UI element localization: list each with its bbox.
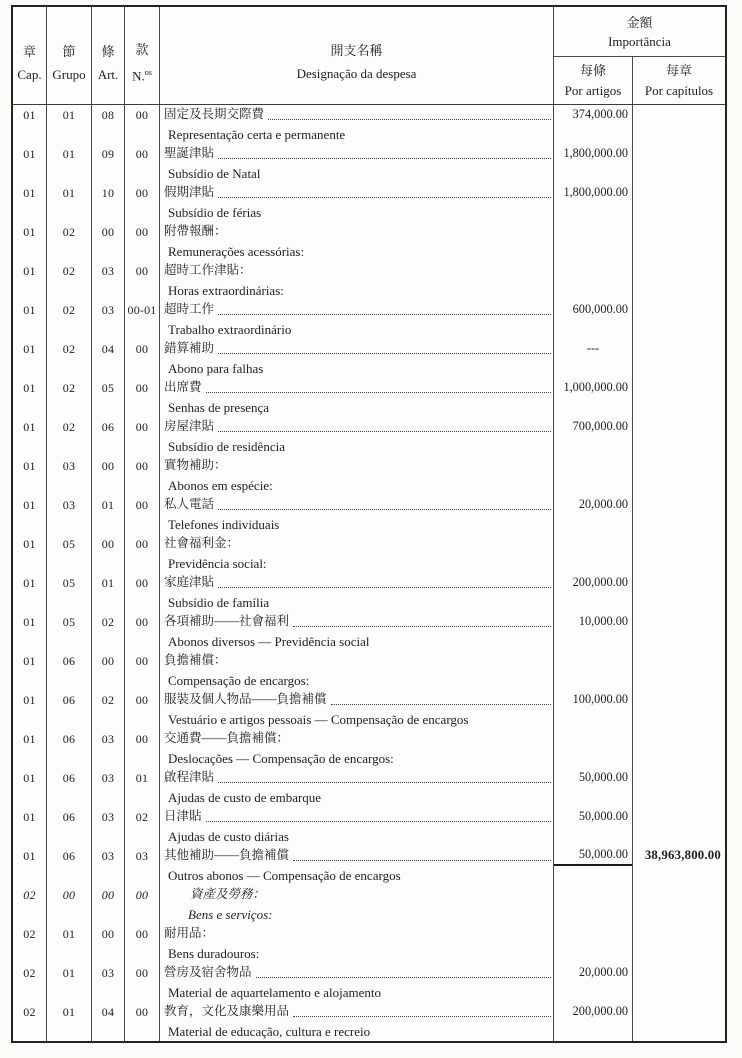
expense-name-zh: 其他補助——負擔補償 bbox=[164, 848, 290, 862]
header-amount-group bbox=[554, 7, 725, 104]
amount-por-capitulos bbox=[633, 417, 725, 437]
expense-name-zh: 附帶報酬： bbox=[164, 224, 227, 238]
code-cap: 01 bbox=[13, 456, 47, 495]
amount-por-artigos bbox=[554, 456, 632, 476]
expense-name-pt: Trabalho extraordinário bbox=[168, 321, 292, 337]
dotted-leader bbox=[268, 119, 551, 120]
expense-designation bbox=[160, 807, 554, 846]
amount-por-capitulos bbox=[633, 495, 725, 515]
header-art-zh: 條 bbox=[101, 43, 115, 59]
expense-designation bbox=[160, 768, 554, 807]
expense-designation bbox=[160, 612, 554, 651]
code-art: 05 bbox=[92, 378, 125, 417]
expense-designation bbox=[160, 729, 554, 768]
code-n: 00 bbox=[125, 222, 160, 261]
amount-por-capitulos bbox=[633, 612, 725, 632]
amount-por-capitulos bbox=[633, 183, 725, 203]
header-por-capitulos-pt: Por capítulos bbox=[644, 82, 714, 98]
dotted-leader bbox=[218, 431, 551, 432]
code-n: 00 bbox=[125, 690, 160, 729]
amount-por-artigos: 100,000.00 bbox=[572, 692, 628, 707]
expense-designation bbox=[160, 885, 554, 924]
code-grupo: 06 bbox=[47, 807, 92, 846]
expense-designation bbox=[160, 651, 554, 690]
expense-designation bbox=[160, 846, 554, 885]
header-cap bbox=[13, 7, 47, 104]
table-row bbox=[13, 261, 725, 300]
expense-name-zh: 服裝及個人物品——負擔補償 bbox=[164, 692, 327, 706]
code-grupo: 02 bbox=[47, 339, 92, 378]
code-grupo: 06 bbox=[47, 729, 92, 768]
code-grupo: 05 bbox=[47, 612, 92, 651]
expense-name-pt: Subsídio de residência bbox=[168, 438, 285, 454]
code-art: 10 bbox=[92, 183, 125, 222]
expense-designation bbox=[160, 573, 554, 612]
amount-por-capitulos bbox=[633, 534, 725, 554]
expense-designation bbox=[160, 495, 554, 534]
dotted-leader bbox=[218, 353, 551, 354]
header-art-pt: Art. bbox=[97, 66, 119, 82]
code-n: 00 bbox=[125, 495, 160, 534]
code-cap: 01 bbox=[13, 807, 47, 846]
code-grupo: 02 bbox=[47, 417, 92, 456]
expense-name-zh: 固定及長期交際費 bbox=[164, 107, 265, 121]
code-n: 00 bbox=[125, 885, 160, 924]
header-designation-pt: Designação da despesa bbox=[296, 65, 417, 81]
dotted-leader bbox=[293, 626, 551, 627]
expense-name-pt: Subsídio de férias bbox=[168, 204, 262, 220]
code-grupo: 01 bbox=[47, 105, 92, 144]
dotted-leader bbox=[218, 314, 551, 315]
amount-por-capitulos bbox=[633, 378, 725, 398]
code-art: 00 bbox=[92, 222, 125, 261]
table-row bbox=[13, 846, 725, 885]
code-cap: 01 bbox=[13, 495, 47, 534]
code-n: 00 bbox=[125, 1002, 160, 1041]
code-art: 01 bbox=[92, 495, 125, 534]
code-n: 00 bbox=[125, 261, 160, 300]
expense-designation bbox=[160, 963, 554, 1002]
expense-name-zh: 耐用品： bbox=[164, 926, 215, 940]
expense-name-pt: Material de aquartelamento e alojamento bbox=[168, 984, 381, 1000]
expense-name-zh: 教育，文化及康樂用品 bbox=[164, 1004, 290, 1018]
expense-designation bbox=[160, 339, 554, 378]
code-grupo: 01 bbox=[47, 924, 92, 963]
amount-por-artigos: 1,800,000.00 bbox=[563, 146, 628, 161]
code-cap: 01 bbox=[13, 144, 47, 183]
code-n: 00 bbox=[125, 183, 160, 222]
expense-name-pt: Material de educação, cultura e recreio bbox=[168, 1023, 371, 1039]
dotted-leader bbox=[206, 821, 551, 822]
amount-por-capitulos bbox=[633, 144, 725, 164]
expense-name-pt: Abonos diversos — Previdência social bbox=[168, 633, 370, 649]
amount-por-artigos bbox=[554, 534, 632, 554]
code-grupo: 03 bbox=[47, 456, 92, 495]
table-row bbox=[13, 417, 725, 456]
code-grupo: 01 bbox=[47, 144, 92, 183]
dotted-leader bbox=[218, 158, 551, 159]
amount-por-artigos bbox=[554, 924, 632, 944]
code-cap: 01 bbox=[13, 612, 47, 651]
amount-por-artigos bbox=[554, 651, 632, 671]
code-grupo: 01 bbox=[47, 963, 92, 1002]
expense-designation bbox=[160, 144, 554, 183]
expense-name-zh: 啟程津貼 bbox=[164, 770, 215, 784]
code-n: 00-01 bbox=[125, 300, 160, 339]
expense-name-pt: Ajudas de custo de embarque bbox=[168, 789, 322, 805]
code-n: 00 bbox=[125, 456, 160, 495]
expense-name-zh: 超時工作 bbox=[164, 302, 215, 316]
expense-name-zh: 日津貼 bbox=[164, 809, 202, 823]
expense-name-zh: 資產及勞務： bbox=[190, 887, 266, 901]
expense-name-zh: 錯算補助 bbox=[164, 341, 215, 355]
code-grupo: 01 bbox=[47, 183, 92, 222]
expense-name-zh: 房屋津貼 bbox=[164, 419, 215, 433]
amount-por-artigos: 20,000.00 bbox=[578, 965, 628, 980]
expense-name-pt: Deslocações — Compensação de encargos: bbox=[168, 750, 394, 766]
dotted-leader bbox=[218, 587, 551, 588]
code-n: 00 bbox=[125, 105, 160, 144]
expense-name-zh: 營房及宿舍物品 bbox=[164, 965, 252, 979]
code-art: 01 bbox=[92, 573, 125, 612]
code-art: 06 bbox=[92, 417, 125, 456]
expense-name-zh: 交通費——負擔補償： bbox=[164, 731, 290, 745]
code-grupo: 02 bbox=[47, 300, 92, 339]
amount-por-artigos: --- bbox=[586, 341, 600, 356]
expense-name-pt: Ajudas de custo diárias bbox=[168, 828, 289, 844]
expense-designation bbox=[160, 183, 554, 222]
table-row bbox=[13, 651, 725, 690]
code-n: 00 bbox=[125, 963, 160, 1002]
amount-por-capitulos bbox=[633, 105, 725, 125]
code-cap: 01 bbox=[13, 183, 47, 222]
code-cap: 01 bbox=[13, 222, 47, 261]
code-n: 00 bbox=[125, 339, 160, 378]
expense-name-pt: Bens e serviços: bbox=[188, 906, 273, 922]
amount-por-capitulos bbox=[633, 222, 725, 242]
dotted-leader bbox=[293, 860, 551, 861]
amount-por-artigos: 50,000.00 bbox=[578, 770, 628, 785]
table-row bbox=[13, 456, 725, 495]
header-por-artigos bbox=[554, 57, 633, 104]
table-row bbox=[13, 690, 725, 729]
expense-name-pt: Compensação de encargos: bbox=[168, 672, 310, 688]
dotted-leader bbox=[218, 197, 551, 198]
header-por-artigos-zh: 每條 bbox=[579, 62, 606, 78]
code-n: 00 bbox=[125, 651, 160, 690]
expense-name-pt: Abono para falhas bbox=[168, 360, 264, 376]
code-art: 00 bbox=[92, 651, 125, 690]
code-art: 03 bbox=[92, 807, 125, 846]
code-art: 03 bbox=[92, 963, 125, 1002]
amount-por-capitulos bbox=[633, 261, 725, 281]
header-numero-pt: N.$^{os}$ bbox=[132, 67, 152, 84]
dotted-leader bbox=[293, 1016, 551, 1017]
code-cap: 02 bbox=[13, 885, 47, 924]
code-grupo: 06 bbox=[47, 690, 92, 729]
expense-name-zh: 私人電話 bbox=[164, 497, 215, 511]
expense-name-pt: Subsídio de família bbox=[168, 594, 270, 610]
amount-por-artigos bbox=[554, 261, 632, 281]
expense-name-pt: Outros abonos — Compensação de encargos bbox=[168, 867, 401, 883]
amount-por-capitulos bbox=[633, 768, 725, 788]
dotted-leader bbox=[331, 704, 551, 705]
amount-por-artigos bbox=[554, 885, 632, 905]
code-n: 00 bbox=[125, 534, 160, 573]
expense-name-zh: 實物補助： bbox=[164, 458, 227, 472]
header-amount-zh: 金額 bbox=[626, 14, 653, 30]
expense-designation bbox=[160, 924, 554, 963]
code-n: 00 bbox=[125, 729, 160, 768]
expense-name-pt: Remunerações acessórias: bbox=[168, 243, 305, 259]
code-n: 03 bbox=[125, 846, 160, 885]
table-row bbox=[13, 144, 725, 183]
table-row bbox=[13, 612, 725, 651]
code-n: 00 bbox=[125, 573, 160, 612]
amount-por-artigos: 200,000.00 bbox=[572, 575, 628, 590]
table-row bbox=[13, 339, 725, 378]
table-header bbox=[13, 7, 725, 105]
header-art bbox=[92, 7, 125, 104]
code-cap: 01 bbox=[13, 417, 47, 456]
header-numero bbox=[125, 7, 160, 104]
expense-designation bbox=[160, 300, 554, 339]
header-por-capitulos-zh: 每章 bbox=[665, 62, 692, 78]
code-art: 00 bbox=[92, 456, 125, 495]
expense-name-pt: Representação certa e permanente bbox=[168, 126, 346, 142]
table-body bbox=[13, 105, 725, 1041]
code-grupo: 06 bbox=[47, 768, 92, 807]
table-row bbox=[13, 573, 725, 612]
table-row bbox=[13, 105, 725, 144]
amount-por-capitulos bbox=[633, 573, 725, 593]
code-n: 00 bbox=[125, 924, 160, 963]
code-art: 03 bbox=[92, 846, 125, 885]
amount-por-artigos: 50,000.00 bbox=[554, 846, 632, 866]
budget-table bbox=[11, 5, 727, 1043]
dotted-leader bbox=[256, 977, 551, 978]
amount-por-artigos: 20,000.00 bbox=[578, 497, 628, 512]
amount-por-capitulos: 38,963,800.00 bbox=[644, 848, 721, 863]
amount-por-artigos bbox=[554, 222, 632, 242]
code-grupo: 02 bbox=[47, 378, 92, 417]
amount-por-artigos bbox=[554, 729, 632, 749]
code-grupo: 00 bbox=[47, 885, 92, 924]
expense-designation bbox=[160, 105, 554, 144]
amount-por-capitulos bbox=[633, 807, 725, 827]
code-cap: 01 bbox=[13, 378, 47, 417]
code-art: 04 bbox=[92, 339, 125, 378]
amount-por-capitulos bbox=[633, 339, 725, 359]
code-cap: 01 bbox=[13, 261, 47, 300]
amount-por-artigos: 700,000.00 bbox=[572, 419, 628, 434]
table-row bbox=[13, 924, 725, 963]
dotted-leader bbox=[218, 782, 551, 783]
expense-name-pt: Telefones individuais bbox=[168, 516, 280, 532]
code-grupo: 05 bbox=[47, 534, 92, 573]
amount-por-capitulos bbox=[633, 651, 725, 671]
code-n: 00 bbox=[125, 612, 160, 651]
code-n: 01 bbox=[125, 768, 160, 807]
code-cap: 01 bbox=[13, 846, 47, 885]
expense-designation bbox=[160, 417, 554, 456]
expense-name-zh: 聖誕津貼 bbox=[164, 146, 215, 160]
expense-name-zh: 家庭津貼 bbox=[164, 575, 215, 589]
expense-name-pt: Abonos em espécie: bbox=[168, 477, 273, 493]
table-row bbox=[13, 534, 725, 573]
code-cap: 01 bbox=[13, 339, 47, 378]
expense-designation bbox=[160, 534, 554, 573]
code-cap: 01 bbox=[13, 729, 47, 768]
dotted-leader bbox=[218, 509, 551, 510]
header-numero-sup: os bbox=[144, 67, 152, 77]
expense-name-zh: 出席費 bbox=[164, 380, 202, 394]
table-row bbox=[13, 378, 725, 417]
expense-name-pt: Senhas de presença bbox=[168, 399, 270, 415]
amount-por-capitulos bbox=[633, 924, 725, 944]
code-n: 00 bbox=[125, 417, 160, 456]
code-art: 00 bbox=[92, 924, 125, 963]
code-n: 00 bbox=[125, 378, 160, 417]
header-por-artigos-pt: Por artigos bbox=[564, 82, 622, 98]
code-art: 02 bbox=[92, 690, 125, 729]
code-cap: 01 bbox=[13, 300, 47, 339]
code-art: 03 bbox=[92, 729, 125, 768]
expense-name-pt: Vestuário e artigos pessoais — Compensação de encargos bbox=[168, 711, 469, 727]
code-cap: 01 bbox=[13, 534, 47, 573]
code-cap: 01 bbox=[13, 768, 47, 807]
code-cap: 01 bbox=[13, 651, 47, 690]
code-art: 04 bbox=[92, 1002, 125, 1041]
code-grupo: 02 bbox=[47, 261, 92, 300]
header-designation-zh: 開支名稱 bbox=[330, 42, 383, 58]
amount-por-capitulos bbox=[633, 963, 725, 983]
expense-designation bbox=[160, 378, 554, 417]
expense-name-pt: Horas extraordinárias: bbox=[168, 282, 284, 298]
code-grupo: 02 bbox=[47, 222, 92, 261]
header-amount bbox=[554, 7, 725, 57]
table-row bbox=[13, 495, 725, 534]
code-art: 08 bbox=[92, 105, 125, 144]
code-art: 03 bbox=[92, 768, 125, 807]
expense-name-zh: 負擔補償： bbox=[164, 653, 227, 667]
table-row bbox=[13, 963, 725, 1002]
expense-name-pt: Previdência social: bbox=[168, 555, 267, 571]
amount-por-capitulos bbox=[633, 300, 725, 320]
table-row bbox=[13, 807, 725, 846]
expense-name-zh: 假期津貼 bbox=[164, 185, 215, 199]
header-por-capitulos bbox=[633, 57, 725, 104]
table-row bbox=[13, 222, 725, 261]
code-art: 03 bbox=[92, 261, 125, 300]
expense-designation bbox=[160, 690, 554, 729]
code-cap: 01 bbox=[13, 105, 47, 144]
amount-por-capitulos bbox=[633, 885, 725, 905]
code-cap: 01 bbox=[13, 690, 47, 729]
header-amount-pt: Importância bbox=[608, 33, 671, 49]
header-amount-subcolumns bbox=[554, 57, 725, 104]
header-grupo-zh: 節 bbox=[62, 43, 76, 59]
amount-por-artigos: 10,000.00 bbox=[578, 614, 628, 629]
code-art: 00 bbox=[92, 534, 125, 573]
amount-por-capitulos bbox=[633, 729, 725, 749]
expense-designation bbox=[160, 1002, 554, 1041]
code-art: 03 bbox=[92, 300, 125, 339]
code-art: 00 bbox=[92, 885, 125, 924]
expense-designation bbox=[160, 222, 554, 261]
amount-por-capitulos bbox=[633, 690, 725, 710]
expense-name-zh: 超時工作津貼： bbox=[164, 263, 252, 277]
amount-por-artigos: 1,800,000.00 bbox=[563, 185, 628, 200]
expense-name-zh: 社會福利金： bbox=[164, 536, 240, 550]
code-art: 09 bbox=[92, 144, 125, 183]
code-grupo: 01 bbox=[47, 1002, 92, 1041]
header-grupo bbox=[47, 7, 92, 104]
code-grupo: 06 bbox=[47, 846, 92, 885]
header-cap-pt: Cap. bbox=[17, 66, 42, 82]
amount-por-artigos: 200,000.00 bbox=[572, 1004, 628, 1019]
code-grupo: 05 bbox=[47, 573, 92, 612]
amount-por-artigos: 374,000.00 bbox=[572, 107, 628, 122]
code-cap: 02 bbox=[13, 963, 47, 1002]
table-row bbox=[13, 885, 725, 924]
header-numero-zh: 款 bbox=[135, 41, 149, 57]
header-grupo-pt: Grupo bbox=[52, 66, 86, 82]
table-row bbox=[13, 729, 725, 768]
amount-por-artigos: 1,000,000.00 bbox=[563, 380, 628, 395]
code-cap: 01 bbox=[13, 573, 47, 612]
code-n: 00 bbox=[125, 144, 160, 183]
code-cap: 02 bbox=[13, 924, 47, 963]
header-cap-zh: 章 bbox=[22, 43, 36, 59]
code-grupo: 06 bbox=[47, 651, 92, 690]
header-designation bbox=[160, 7, 554, 104]
code-n: 02 bbox=[125, 807, 160, 846]
table-row bbox=[13, 300, 725, 339]
amount-por-artigos: 50,000.00 bbox=[578, 809, 628, 824]
amount-por-capitulos bbox=[633, 1002, 725, 1022]
table-row bbox=[13, 768, 725, 807]
table-row bbox=[13, 1002, 725, 1041]
table-row bbox=[13, 183, 725, 222]
code-grupo: 03 bbox=[47, 495, 92, 534]
expense-name-zh: 各項補助——社會福利 bbox=[164, 614, 290, 628]
code-cap: 02 bbox=[13, 1002, 47, 1041]
expense-designation bbox=[160, 261, 554, 300]
expense-designation bbox=[160, 456, 554, 495]
code-art: 02 bbox=[92, 612, 125, 651]
expense-name-pt: Subsídio de Natal bbox=[168, 165, 261, 181]
dotted-leader bbox=[206, 392, 551, 393]
expense-name-pt: Bens duradouros: bbox=[168, 945, 260, 961]
amount-por-capitulos bbox=[633, 456, 725, 476]
amount-por-artigos: 600,000.00 bbox=[572, 302, 628, 317]
